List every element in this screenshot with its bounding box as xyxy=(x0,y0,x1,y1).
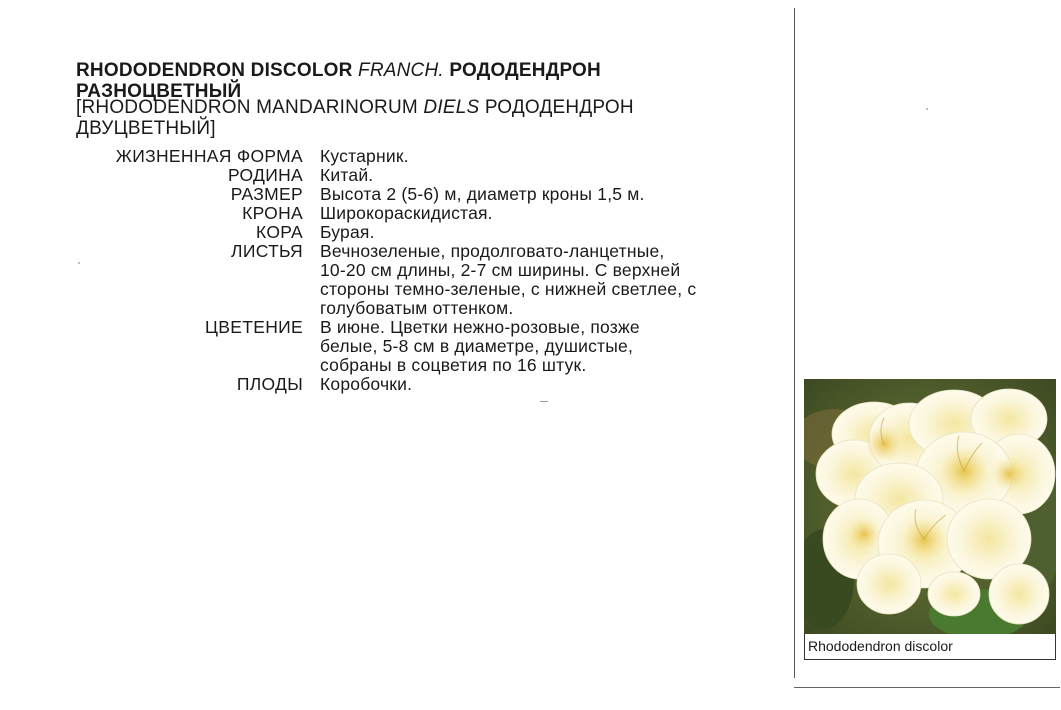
entry-value-line: Коробочки. xyxy=(320,374,413,394)
entry-value-line: Широкораскидистая. xyxy=(320,203,493,223)
entry-label: КОРА xyxy=(256,222,303,242)
entry-label: ЦВЕТЕНИЕ xyxy=(205,317,303,337)
entry-row xyxy=(60,375,780,394)
photo-caption: Rhododendron discolor xyxy=(804,634,1056,660)
synonym-line xyxy=(76,97,736,139)
entry-value-line: В июне. Цветки нежно-розовые, позже xyxy=(320,317,640,337)
entry-label: ЛИСТЬЯ xyxy=(231,241,303,261)
entry-value-line: собраны в соцветия по 16 штук. xyxy=(320,355,587,375)
entry-value xyxy=(320,166,780,185)
entry-value xyxy=(320,242,780,318)
entry-label: РАЗМЕР xyxy=(230,184,303,204)
species-title xyxy=(76,60,736,102)
entry-value xyxy=(320,147,780,166)
synonym-latin-name: RHODODENDRON MANDARINORUM xyxy=(81,97,418,118)
entry-label: РОДИНА xyxy=(227,165,303,185)
close-bracket: ] xyxy=(210,118,216,139)
synonym-author: DIELS xyxy=(423,97,480,118)
scan-speck xyxy=(926,108,928,110)
latin-name: RHODODENDRON DISCOLOR xyxy=(76,60,353,81)
russian-name: РОДОДЕНДРОН РАЗНОЦВЕТНЫЙ xyxy=(76,60,601,102)
page-divider-horizontal xyxy=(794,687,1060,688)
entry-value-line: Вечнозеленые, продолговато-ланцетные, xyxy=(320,241,665,261)
flower-illustration xyxy=(804,379,1056,634)
entry-value-line: стороны темно-зеленые, с нижней светлее, с xyxy=(320,279,697,299)
entry-value-line: Высота 2 (5-6) м, диаметр кроны 1,5 м. xyxy=(320,184,645,204)
entry-value xyxy=(320,185,780,204)
entry-value xyxy=(320,223,780,242)
entry-value-line: голубоватым оттенком. xyxy=(320,298,514,318)
entry-label: ПЛОДЫ xyxy=(236,374,303,394)
entry-value-line: Бурая. xyxy=(320,222,375,242)
synonym-russian-name: РОДОДЕНДРОН ДВУЦВЕТНЫЙ xyxy=(76,97,634,139)
entry-value-line: Кустарник. xyxy=(320,146,409,166)
entry-label: КРОНА xyxy=(242,203,303,223)
open-bracket: [ xyxy=(76,97,82,118)
rhododendron-photo xyxy=(804,379,1056,634)
entry-row xyxy=(60,185,780,204)
description-entries xyxy=(60,147,780,394)
entry-value xyxy=(320,375,780,394)
entry-row xyxy=(60,166,780,185)
entry-value xyxy=(320,204,780,223)
entry-row xyxy=(60,318,780,375)
scan-mark xyxy=(540,401,548,402)
entry-row xyxy=(60,147,780,166)
entry-value xyxy=(320,318,780,375)
entry-row xyxy=(60,242,780,318)
entry-value-line: Китай. xyxy=(320,165,374,185)
page-divider-vertical xyxy=(794,8,795,678)
entry-row xyxy=(60,204,780,223)
entry-row xyxy=(60,223,780,242)
entry-label: ЖИЗНЕННАЯ ФОРМА xyxy=(115,146,303,166)
entry-value-line: 10-20 см длины, 2-7 см ширины. С верхней xyxy=(320,260,681,280)
author-name: FRANCH. xyxy=(358,60,444,81)
entry-value-line: белые, 5-8 см в диаметре, душистые, xyxy=(320,336,634,356)
